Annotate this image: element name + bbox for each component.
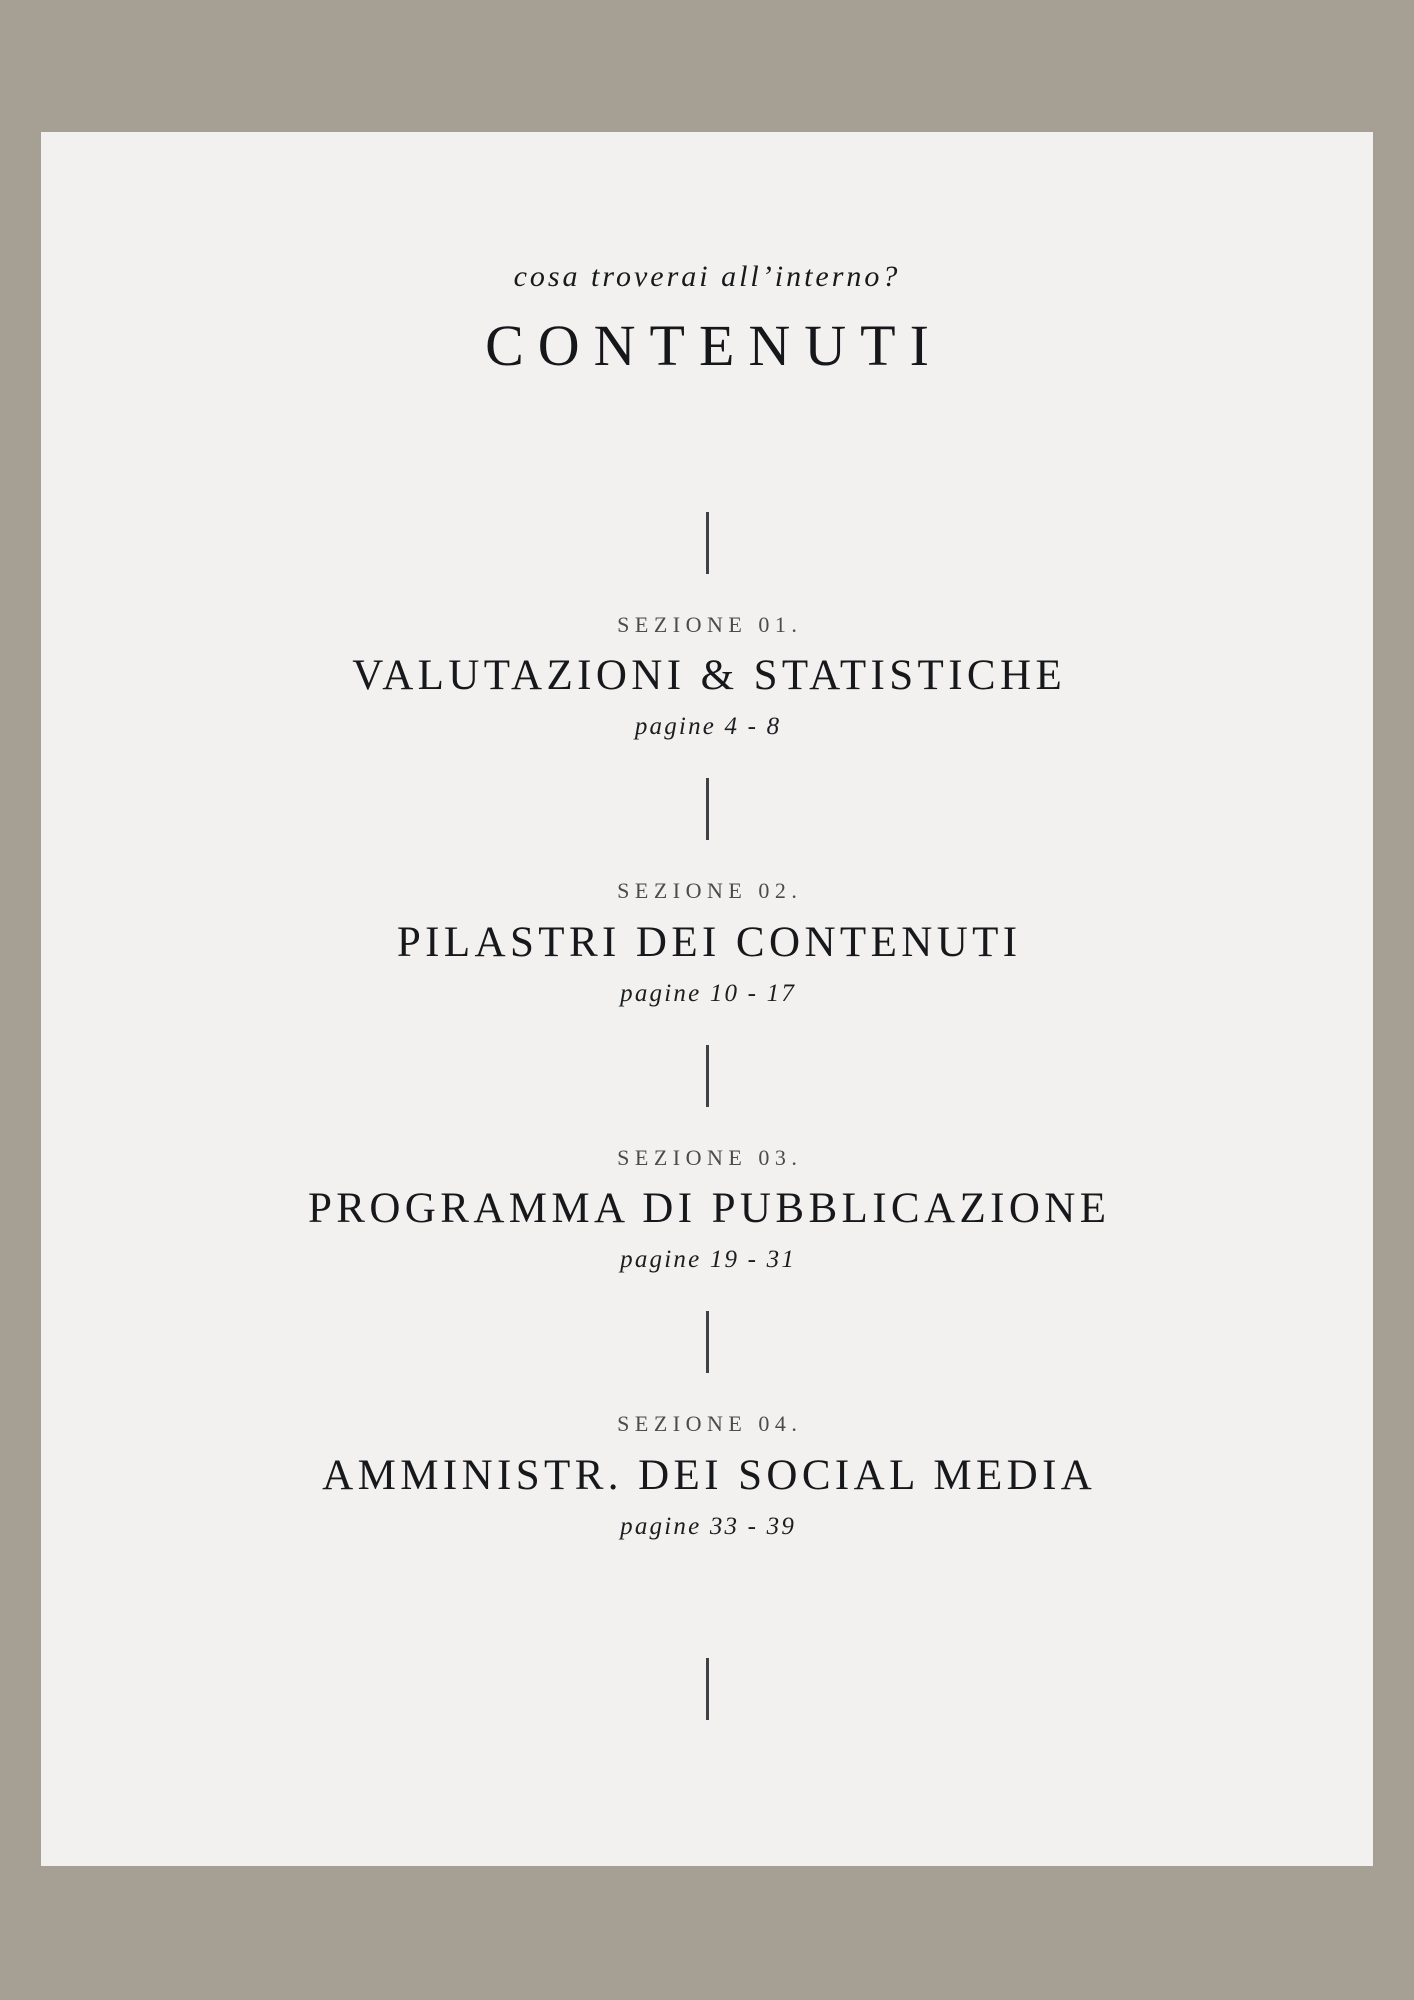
content-column: [41, 132, 1373, 1866]
page-eyebrow: cosa troverai all’interno?: [513, 260, 901, 293]
toc-entry-04[interactable]: [41, 1411, 1373, 1542]
section-label: SEZIONE 03.: [617, 1144, 803, 1170]
divider-rule: [706, 778, 709, 840]
divider-rule: [706, 1045, 709, 1107]
section-page-range: pagine 10 - 17: [620, 979, 797, 1007]
section-page-range: pagine 4 - 8: [634, 713, 782, 741]
section-title: PROGRAMMA DI PUBBLICAZIONE: [307, 1185, 1111, 1233]
divider-rule: [706, 1311, 709, 1373]
section-title: AMMINISTR. DEI SOCIAL MEDIA: [322, 1451, 1097, 1499]
section-page-range: pagine 19 - 31: [620, 1246, 797, 1274]
section-page-range: pagine 33 - 39: [620, 1512, 797, 1540]
page-header: [41, 260, 1373, 380]
section-title: PILASTRI DEI CONTENUTI: [396, 918, 1022, 966]
divider-rule: [706, 512, 709, 574]
toc-entry-01[interactable]: [41, 612, 1373, 743]
section-label: SEZIONE 02.: [617, 878, 803, 904]
section-label: SEZIONE 04.: [617, 1411, 803, 1437]
section-title: VALUTAZIONI & STATISTICHE: [352, 652, 1067, 700]
divider-rule: [706, 1658, 709, 1720]
page-title: CONTENUTI: [485, 313, 943, 378]
toc-entry-03[interactable]: [41, 1145, 1373, 1276]
section-label: SEZIONE 01.: [617, 611, 803, 637]
content-panel: [41, 132, 1373, 1866]
toc-entry-02[interactable]: [41, 878, 1373, 1009]
